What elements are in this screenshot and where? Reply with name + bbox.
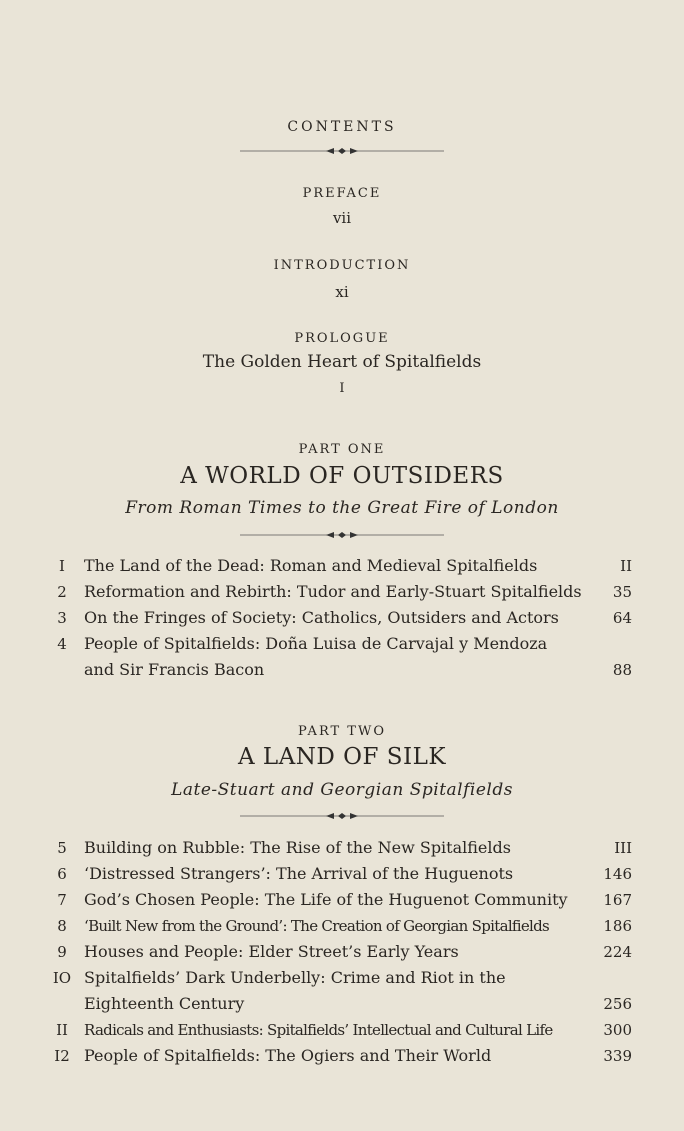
chapter-title: Reformation and Rebirth: Tudor and Early-Stuart Spitalfields <box>84 582 582 601</box>
chapter-number: I2 <box>54 1047 70 1065</box>
ornament-divider-icon <box>240 530 444 540</box>
chapter-number: 7 <box>57 891 67 909</box>
part-two-subtitle: Late-Stuart and Georgian Spitalfields <box>171 780 513 800</box>
chapter-title: Houses and People: Elder Street’s Early Years <box>84 942 459 961</box>
chapter-number: IO <box>52 969 72 987</box>
chapter-title: ‘Built New from the Ground’: The Creation of Georgian Spitalfields <box>84 917 550 935</box>
chapter-page: 146 <box>603 865 632 883</box>
chapter-title: Building on Rubble: The Rise of the New Spitalfields <box>84 838 511 857</box>
chapter-number: 2 <box>57 583 67 601</box>
chapter-page: 35 <box>612 583 632 601</box>
chapter-page: III <box>614 839 632 857</box>
chapter-page: 64 <box>612 609 632 627</box>
chapter-page: 186 <box>603 917 632 935</box>
chapter-page: 88 <box>612 661 632 679</box>
chapter-page: 300 <box>603 1021 632 1039</box>
part-two-label: PART TWO <box>298 724 386 739</box>
chapter-page: 224 <box>603 943 632 961</box>
ornament-divider-icon <box>240 146 444 156</box>
preface-label: PREFACE <box>302 186 382 201</box>
chapter-page: II <box>620 557 632 575</box>
part-one-label: PART ONE <box>298 442 386 457</box>
chapter-page: 167 <box>603 891 632 909</box>
chapter-title: On the Fringes of Society: Catholics, Outsiders and Actors <box>84 608 559 627</box>
chapter-page: 339 <box>603 1047 632 1065</box>
prologue-title: The Golden Heart of Spitalfields <box>202 352 482 372</box>
chapter-title-continued: and Sir Francis Bacon <box>84 660 265 679</box>
chapter-number: 8 <box>57 917 67 935</box>
chapter-page: 256 <box>603 995 632 1013</box>
contents-heading: CONTENTS <box>287 119 397 135</box>
chapter-number: 4 <box>57 635 67 653</box>
chapter-number: 9 <box>57 943 67 961</box>
chapter-number: 6 <box>57 865 67 883</box>
chapter-title: ‘Distressed Strangers’: The Arrival of the Huguenots <box>84 864 514 883</box>
preface-page: vii <box>332 209 352 227</box>
chapter-number: I <box>59 557 65 575</box>
chapter-number: 5 <box>57 839 67 857</box>
chapter-title-continued: Eighteenth Century <box>84 994 245 1013</box>
part-one-subtitle: From Roman Times to the Great Fire of London <box>125 498 559 518</box>
chapter-number: II <box>56 1021 68 1039</box>
part-one-title: A WORLD OF OUTSIDERS <box>180 463 504 489</box>
part-two-title: A LAND OF SILK <box>237 744 447 770</box>
chapter-number: 3 <box>57 609 67 627</box>
chapter-title: Radicals and Enthusiasts: Spitalfields’ Intellectual and Cultural Life <box>84 1021 553 1039</box>
chapter-title: People of Spitalfields: The Ogiers and Their World <box>84 1046 492 1065</box>
chapter-title: God’s Chosen People: The Life of the Huguenot Community <box>84 890 568 909</box>
chapter-title: Spitalfields’ Dark Underbelly: Crime and Riot in the <box>84 968 506 987</box>
ornament-divider-icon <box>240 811 444 821</box>
prologue-page: I <box>339 381 345 396</box>
chapter-title: The Land of the Dead: Roman and Medieval Spitalfields <box>84 556 538 575</box>
chapter-title: People of Spitalfields: Doña Luisa de Carvajal y Mendoza <box>84 634 548 653</box>
introduction-label: INTRODUCTION <box>273 258 411 273</box>
prologue-label: PROLOGUE <box>294 331 390 346</box>
introduction-page: xi <box>335 283 349 301</box>
